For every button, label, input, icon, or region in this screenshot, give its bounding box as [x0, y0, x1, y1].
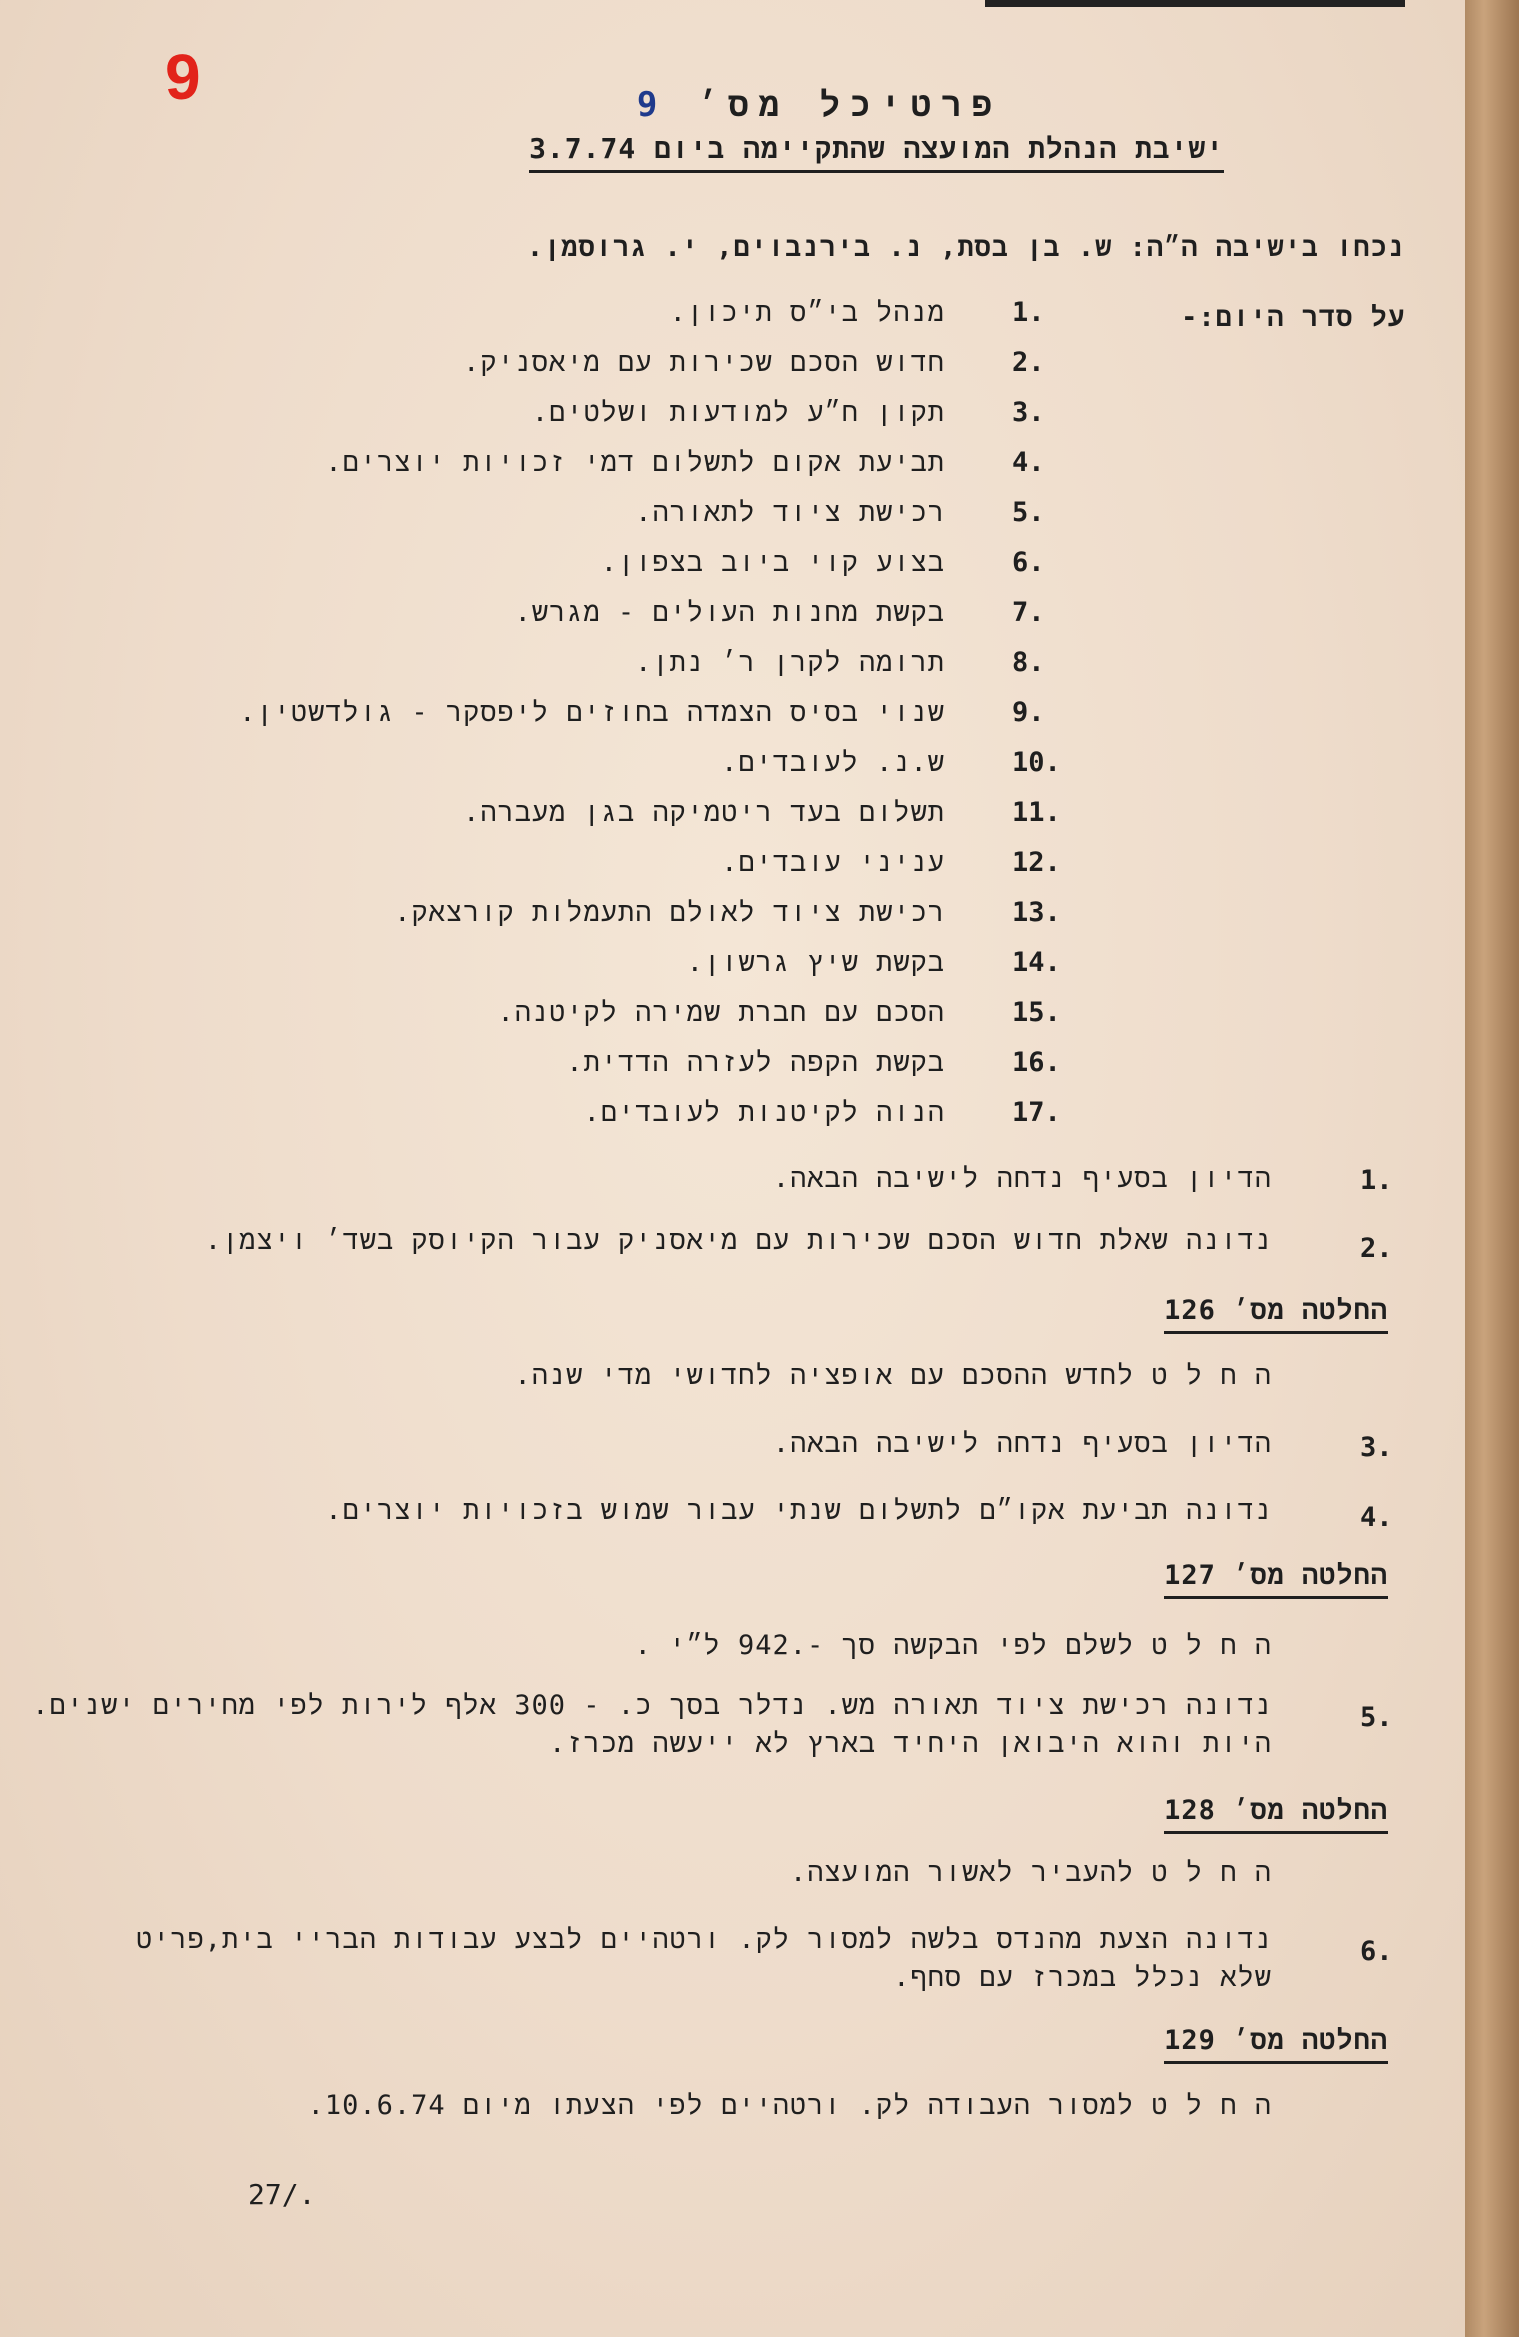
agenda-item-number: 4. [1012, 447, 1045, 478]
resolution-heading: החלטה מס׳ 126 [1164, 1295, 1388, 1334]
agenda-item-number: 10. [1012, 747, 1061, 778]
agenda-item-number: 3. [1012, 397, 1045, 428]
agenda-item-number: 15. [1012, 997, 1061, 1028]
binding-edge [1465, 0, 1519, 2337]
agenda-item-number: 5. [1012, 497, 1045, 528]
agenda-item-text: הסכם עם חברת שמירה לקיטנה. [497, 997, 945, 1028]
document-title [637, 85, 1002, 127]
agenda-item-text: בקשת שיץ גרשון. [686, 947, 945, 978]
item-text: נדונה תביעת אקו״ם לתשלום שנתי עבור שמוש בזכויות יוצרים. [325, 1495, 1272, 1526]
agenda-item-number: 11. [1012, 797, 1061, 828]
item-number: 1. [1360, 1165, 1393, 1196]
attendees-line: נכחו בישיבה ה״ה: ש. בן בסת, נ. בירנבוים, י. גרוסמן. [526, 232, 1405, 263]
item-text: נדונה שאלת חדוש הסכם שכירות עם מיאסניק עבור הקיוסק בשד׳ ויצמן. [204, 1225, 1272, 1256]
resolution-text: ה ח ל ט לשלם לפי הבקשה סך -.942 ל״י . [634, 1630, 1272, 1661]
agenda-item-text: תביעת אקום לתשלום דמי זכויות יוצרים. [325, 447, 945, 478]
item-text: הדיון בסעיף נדחה לישיבה הבאה. [772, 1428, 1272, 1459]
agenda-item-number: 14. [1012, 947, 1061, 978]
agenda-item-text: תרומה לקרן ר׳ נתן. [635, 647, 945, 678]
agenda-item-number: 17. [1012, 1097, 1061, 1128]
meeting-subtitle: ישיבת הנהלת המועצה שהתקיימה ביום 3.7.74 [529, 132, 1224, 173]
item-number: 2. [1360, 1233, 1393, 1264]
item-text: נדונה רכישת ציוד תאורה מש. נדלר בסך כ. - 300 אלף לירות לפי מחירים ישנים. [32, 1690, 1272, 1721]
agenda-item-number: 16. [1012, 1047, 1061, 1078]
agenda-item-text: שנוי בסיס הצמדה בחוזים ליפסקר - גולדשטין. [239, 697, 945, 728]
page-number-mark: 9 [165, 41, 201, 113]
item-text: נדונה הצעת מהנדס בלשה למסור לק. ורטהיים לבצע עבודות הבריי בית,פריט [135, 1924, 1272, 1955]
item-number: 4. [1360, 1502, 1393, 1533]
agenda-item-text: הנוה לקיטנות לעובדים. [583, 1097, 945, 1128]
agenda-item-number: 13. [1012, 897, 1061, 928]
agenda-item-number: 7. [1012, 597, 1045, 628]
agenda-item-text: עניני עובדים. [721, 847, 945, 878]
agenda-item-text: בקשת מחנות העולים - מגרש. [514, 597, 945, 628]
agenda-item-number: 12. [1012, 847, 1061, 878]
item-text: הדיון בסעיף נדחה לישיבה הבאה. [772, 1163, 1272, 1194]
item-number: 3. [1360, 1432, 1393, 1463]
agenda-item-text: תשלום בעד ריטמיקה בגן מעברה. [463, 797, 945, 828]
resolution-heading: החלטה מס׳ 129 [1164, 2025, 1388, 2064]
agenda-item-number: 2. [1012, 347, 1045, 378]
agenda-item-number: 1. [1012, 297, 1045, 328]
item-number: 6. [1360, 1936, 1393, 1967]
resolution-heading: החלטה מס׳ 128 [1164, 1795, 1388, 1834]
item-number: 5. [1360, 1702, 1393, 1733]
agenda-item-number: 6. [1012, 547, 1045, 578]
page-footer: 27/. [248, 2178, 316, 2211]
top-rule [985, 0, 1405, 7]
agenda-item-text: ש.נ. לעובדים. [721, 747, 945, 778]
agenda-item-text: מנהל בי״ס תיכון. [669, 297, 945, 328]
item-text-continued: שלא נכלל במכרז עם סחף. [893, 1962, 1272, 1993]
resolution-text: ה ח ל ט לחדש ההסכם עם אופציה לחדושי מדי שנה. [514, 1360, 1272, 1391]
resolution-text: ה ח ל ט למסור העבודה לק. ורטהיים לפי הצעתו מיום 10.6.74. [307, 2090, 1272, 2121]
title-handwritten-number: 9 [636, 85, 668, 125]
agenda-item-number: 9. [1012, 697, 1045, 728]
agenda-label: על סדר היום:- [1181, 302, 1405, 333]
title-text: פרטיכל מס׳ [697, 85, 1002, 125]
agenda-item-text: חדוש הסכם שכירות עם מיאסניק. [463, 347, 945, 378]
resolution-heading: החלטה מס׳ 127 [1164, 1560, 1388, 1599]
resolution-text: ה ח ל ט להעביר לאשור המועצה. [789, 1857, 1272, 1888]
agenda-item-text: תקון ח״ע למודעות ושלטים. [531, 397, 945, 428]
item-text-continued: היות והוא היבואן היחיד בארץ לא ייעשה מכרז. [549, 1728, 1272, 1759]
agenda-item-text: בקשת הקפה לעזרה הדדית. [566, 1047, 945, 1078]
agenda-item-text: רכישת ציוד לתאורה. [635, 497, 945, 528]
agenda-item-number: 8. [1012, 647, 1045, 678]
agenda-item-text: רכישת ציוד לאולם התעמלות קורצאק. [394, 897, 945, 928]
agenda-item-text: בצוע קוי ביוב בצפון. [600, 547, 945, 578]
